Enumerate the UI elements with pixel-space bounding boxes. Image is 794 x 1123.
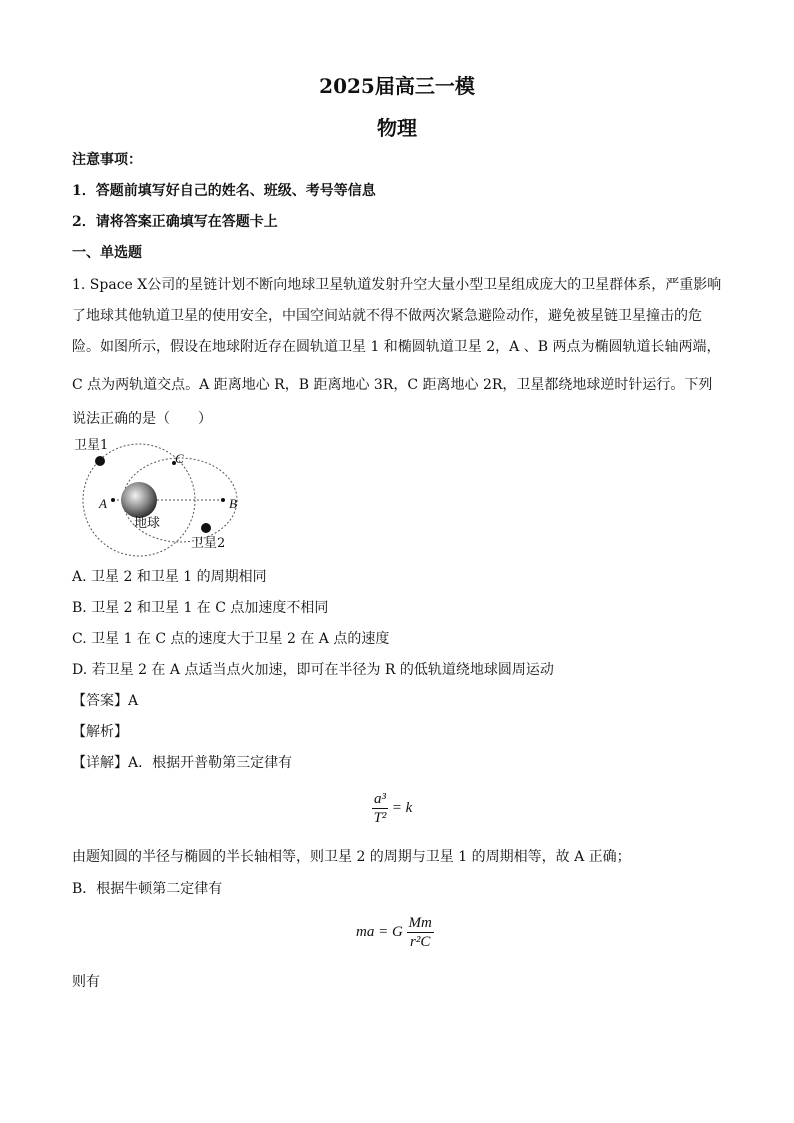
- label-a: A: [99, 496, 107, 511]
- label-sat2: 卫星2: [191, 536, 226, 551]
- satellite-1: [95, 456, 105, 466]
- kepler-rhs: = k: [391, 800, 413, 816]
- satellite-2: [201, 523, 211, 533]
- earth: [121, 482, 157, 518]
- question-line-3: 险。如图所示，假设在地球附近存在圆轨道卫星 1 和椭圆轨道卫星 2，A 、B 两点为椭圆轨道长轴两端，: [72, 339, 721, 355]
- notes-item-1: 1．答题前填写好自己的姓名、班级、考号等信息: [72, 183, 376, 199]
- question-line-2: 了地球其他轨道卫星的使用安全，中国空间站就不得不做两次紧急避险动作，避免被星链卫星撞击的危: [72, 308, 702, 324]
- point-a: [111, 498, 115, 502]
- question-line-1: 1. Space X公司的星链计划不断向地球卫星轨道发射升空大量小型卫星组成庞大的卫星群体系，严重影响: [72, 277, 722, 293]
- newton-denominator: r²C: [410, 934, 431, 950]
- section-heading: 一、单选题: [72, 245, 142, 261]
- detail-line-2: 由题知圆的半径与椭圆的半长轴相等，则卫星 2 的周期与卫星 1 的周期相等，故 A 正确；: [72, 849, 631, 865]
- subject-title: 物理: [377, 116, 417, 140]
- notes-heading: 注意事项：: [72, 152, 142, 168]
- option-b: B. 卫星 2 和卫星 1 在 C 点加速度不相同: [72, 600, 329, 616]
- question-line-5: 说法正确的是（ ）: [72, 411, 212, 427]
- newton-lhs: ma = G: [356, 924, 403, 940]
- label-sat1: 卫星1: [74, 438, 109, 453]
- label-earth: 地球: [134, 516, 161, 531]
- question-line-4: C 点为两轨道交点。A 距离地心 R，B 距离地心 3R，C 距离地心 2R，卫星都绕地球逆时针运行。下列: [72, 377, 713, 393]
- exam-title: 2025届高三一模: [319, 74, 475, 98]
- notes-item-2: 2．请将答案正确填写在答题卡上: [72, 214, 278, 230]
- label-c: C: [175, 451, 184, 466]
- option-a: A. 卫星 2 和卫星 1 的周期相同: [72, 569, 267, 585]
- kepler-formula: [372, 790, 412, 827]
- kepler-numerator: a³: [374, 791, 386, 807]
- answer-line: 【答案】A: [72, 693, 139, 709]
- option-c: C. 卫星 1 在 C 点的速度大于卫星 2 在 A 点的速度: [72, 631, 390, 647]
- newton-numerator: Mm: [408, 915, 432, 931]
- option-d: D. 若卫星 2 在 A 点适当点火加速，即可在半径为 R 的低轨道绕地球圆周运动: [72, 662, 554, 678]
- point-b: [221, 498, 225, 502]
- detail-line-3: B．根据牛顿第二定律有: [72, 881, 223, 897]
- detail-line-1: 【详解】A．根据开普勒第三定律有: [72, 755, 293, 771]
- detail-line-4: 则有: [72, 974, 100, 990]
- label-b: B: [229, 496, 237, 511]
- kepler-denominator: T²: [373, 810, 387, 826]
- newton-formula: [356, 914, 434, 951]
- analysis-label: 【解析】: [72, 724, 128, 740]
